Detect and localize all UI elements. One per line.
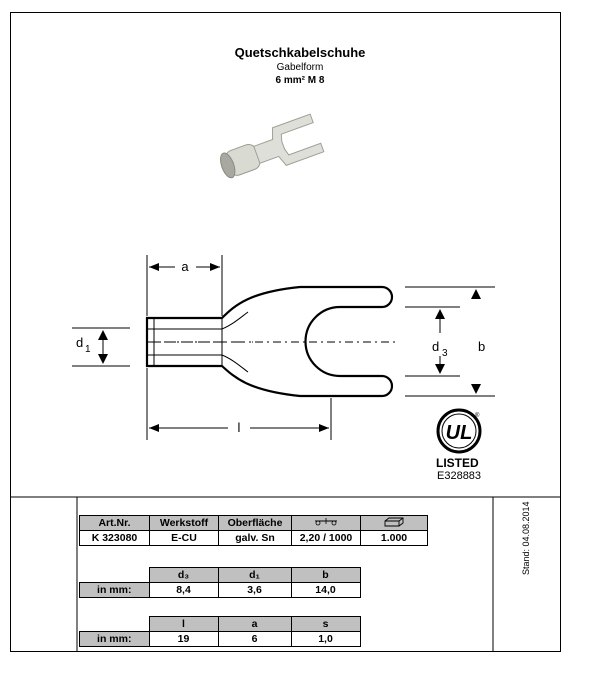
package-unit-icon [313,516,339,527]
header-werkstoff: Werkstoff [150,516,219,531]
stand-date: Stand: 04.08.2014 [521,501,531,575]
header-quantity [361,516,428,531]
dimensions-d-table [79,567,361,598]
cell-d3: 8,4 [149,583,218,598]
cell-d1: 3,6 [218,583,291,598]
ul-listed: LISTED [436,456,479,470]
ul-logo [438,410,480,452]
label-d3: d [432,339,440,354]
product-subtitle: Gabelform [276,62,324,73]
header-packaging [292,516,361,531]
label-d3-sub: 3 [442,348,448,359]
cell-b: 14,0 [291,583,360,598]
cell-l: 19 [149,632,218,647]
label-a: a [181,259,189,274]
cell-packaging: 2,20 / 1000 [292,531,361,546]
svg-text:®: ® [475,413,480,419]
box-icon [383,516,405,527]
row-label-mm: in mm: [80,583,150,598]
product-photo [215,114,324,186]
header-oberflaeche: Oberfläche [219,516,292,531]
product-title: Quetschkabelschuhe [234,45,366,60]
label-b: b [478,339,486,354]
row-label-mm-2: in mm: [80,632,150,647]
label-d1-sub: 1 [85,344,91,355]
article-table [79,515,428,546]
product-size: 6 mm² M 8 [275,75,325,86]
cell-s: 1,0 [291,632,360,647]
svg-text:UL: UL [445,422,473,444]
header-a: a [218,617,291,632]
header-artnr: Art.Nr. [80,516,150,531]
dimensions-l-table [79,616,361,647]
header-l: l [149,617,218,632]
cell-artnr: K 323080 [80,531,150,546]
header-d1: d₁ [218,568,291,583]
cell-werkstoff: E-CU [150,531,219,546]
header-b: b [291,568,360,583]
ul-file-number: E328883 [437,470,482,482]
header-d3: d₃ [149,568,218,583]
cell-quantity: 1.000 [361,531,428,546]
cell-oberflaeche: galv. Sn [219,531,292,546]
label-l: l [237,420,241,435]
label-d1: d [76,335,84,350]
header-s: s [291,617,360,632]
cell-a: 6 [218,632,291,647]
